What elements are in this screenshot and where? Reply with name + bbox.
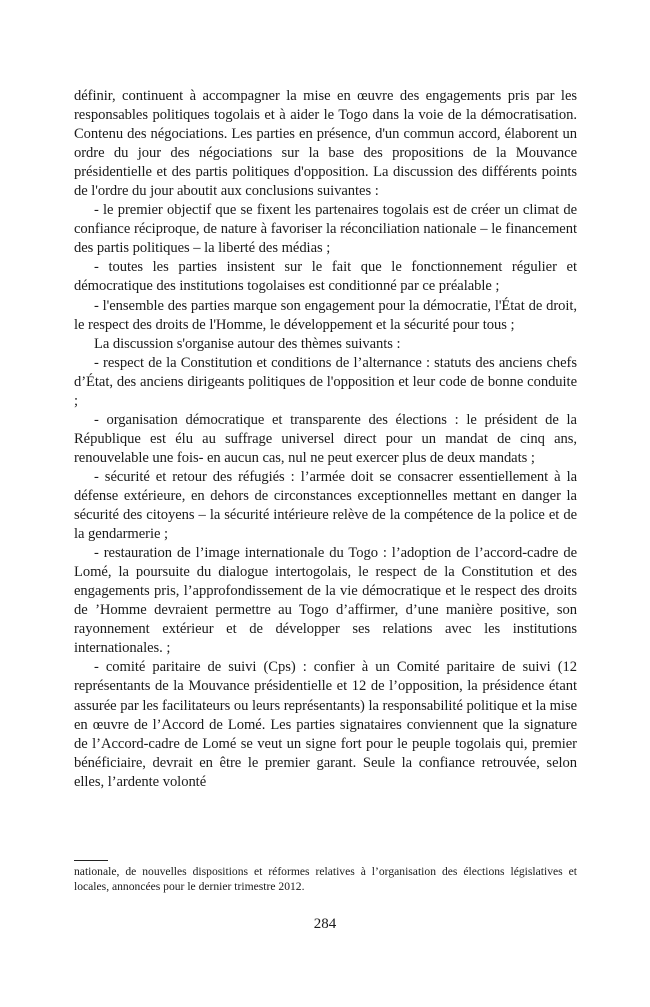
paragraph: - restauration de l’image internationale du Togo : l’adoption de l’accord-cadre de Lomé, la poursuite du dialogue intertogolais, le respect de la Constitution et des engagements pris, l’approfondissement de la vie démocratique et le respect des droits de ’Homme devraient permettre au Togo d’affirmer, d’une manière positive, son rayonnement extérieur et de développer ses relations avec les institutions internationales. ;	[74, 545, 577, 657]
page-number: 284	[313, 916, 337, 932]
paragraph: - comité paritaire de suivi (Cps) : confier à un Comité paritaire de suivi (12 représentants de la Mouvance présidentielle et 12 de l’opposition, la présidence étant assurée par les facilitateurs ou leurs représentants) la responsabilité politique et la mise en œuvre de l’Accord de Lomé. Les parties signataires conviennent que la signature de l’Accord-cadre de Lomé se veut un signe fort pour le peuple togolais qui, premier bénéficiaire, devrait en être le premier garant. Seule la confiance retrouvée, selon elles, l’ardente volonté	[74, 659, 577, 790]
paragraph: définir, continuent à accompagner la mise en œuvre des engagements pris par les responsables politiques togolais et à aider le Togo dans la voie de la démocratisation. Contenu des négociations. Les parties en présence, d'un commun accord, élaborent un ordre du jour des négociations sur la base des propositions de la Mouvance présidentielle et des partis politiques d'opposition. La discussion des différents points de l'ordre du jour aboutit aux conclusions suivantes :	[74, 88, 577, 200]
footnote: nationale, de nouvelles dispositions et réformes relatives à l’organisation des élections législatives et locales, annoncées pour le dernier trimestre 2012.	[74, 865, 577, 893]
paragraph: - l'ensemble des parties marque son engagement pour la démocratie, l'État de droit, le respect des droits de l'Homme, le développement et la sécurité pour tous ;	[74, 297, 577, 333]
paragraph: - sécurité et retour des réfugiés : l’armée doit se consacrer essentiellement à la défense extérieure, en dehors de circonstances exceptionnelles mettant en danger la sécurité des citoyens – la sécurité intérieure relève de la compétence de la police et de la gendarmerie ;	[74, 468, 577, 543]
paragraph: - toutes les parties insistent sur le fait que le fonctionnement régulier et démocratique des institutions togolaises est conditionné par ce préalable ;	[74, 259, 577, 295]
paragraph: - organisation démocratique et transparente des élections : le président de la République est élu au suffrage universel direct pour un mandat de cinq ans, renouvelable une fois- en aucun cas, nul ne peut exercer plus de deux mandats ;	[74, 411, 577, 466]
footnote-rule	[74, 860, 108, 861]
paragraph: - le premier objectif que se fixent les partenaires togolais est de créer un climat de confiance réciproque, de nature à favoriser la réconciliation nationale – le financement des partis politiques – la liberté des médias ;	[74, 202, 577, 257]
paragraph: - respect de la Constitution et conditions de l’alternance : statuts des anciens chefs d’État, des anciens dirigeants politiques de l'opposition et leur code de bonne conduite ;	[74, 354, 577, 409]
body-text	[74, 87, 577, 792]
paragraph: La discussion s'organise autour des thèmes suivants :	[94, 335, 401, 352]
